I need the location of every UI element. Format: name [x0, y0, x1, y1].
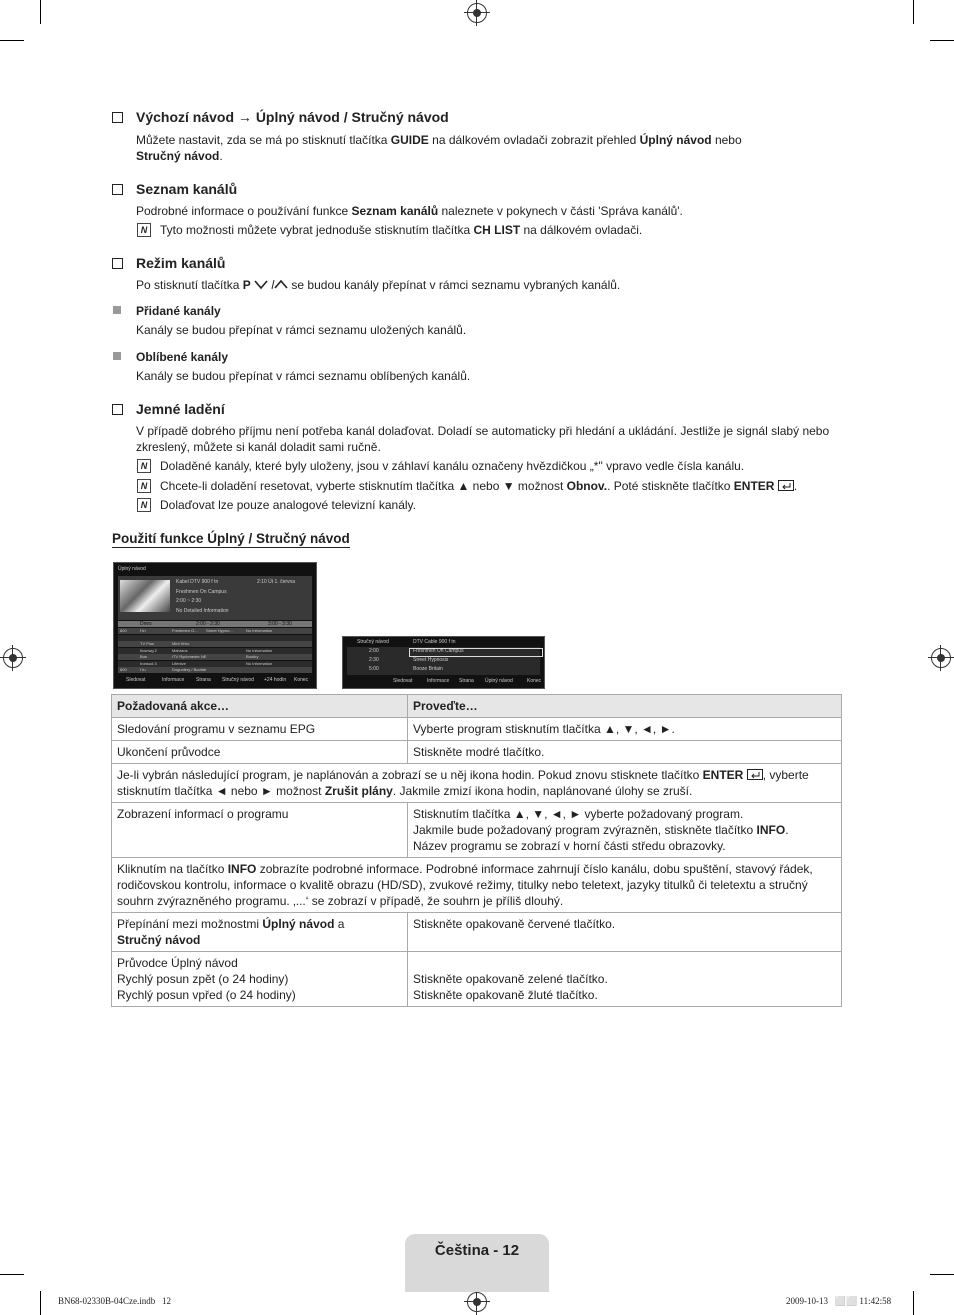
title-part: Úplný návod / Stručný návod: [255, 109, 449, 125]
bullet-square-icon: [113, 306, 121, 314]
tv-mini-footer-item: Informace: [427, 678, 450, 684]
table-row: [112, 718, 842, 741]
section-title: [136, 109, 449, 125]
table-header-cell: Proveďte…: [408, 695, 842, 718]
tv-title: Úplný návod: [118, 566, 146, 572]
tv-grid-cell: Freshmen O...: [172, 628, 198, 633]
section-title: Jemné ladění: [136, 401, 225, 417]
tv-grid-cell: TV Plus: [140, 641, 155, 646]
tv-grid-header-cell: 2:00 - 2:30: [196, 621, 220, 627]
note-icon: N: [137, 459, 151, 473]
tv-grid-cell: 800: [120, 667, 127, 672]
table-cell: Sledování programu v seznamu EPG: [112, 718, 408, 741]
tv-mini-footer-item: Strana: [459, 678, 474, 684]
tv-mini-title: Stručný návod: [357, 639, 389, 645]
bullet-square-icon: [113, 352, 121, 360]
tv-info: No Detailed Information: [176, 608, 229, 614]
registration-mark-icon: [931, 648, 951, 668]
tv-program: Freshmen On Campus: [176, 589, 227, 595]
table-cell: Stisknutím tlačítka ▲, ▼, ◄, ► vyberte požadovaný program. Jakmile bude požadovaný program zvýrazněn, stiskněte tlačítko INFO. Název programu se zobrazí v horní části středu obrazovky.: [408, 803, 842, 858]
tv-grid-cell: No Information: [246, 660, 273, 666]
mini-guide-screenshot: [342, 636, 545, 689]
crop-mark: [0, 40, 24, 41]
tv-grid-cell: Bus: [140, 654, 147, 659]
registration-mark-icon: [3, 648, 23, 668]
channel-arrows-icon: [254, 279, 288, 290]
section-checkbox-icon: [112, 112, 123, 123]
note-text: Chcete-li doladění resetovat, vyberte stisknutím tlačítka ▲ nebo ▼ možnost Obnov.. Poté stiskněte tlačítko ENTER .: [160, 479, 798, 493]
tv-grid-cell: Dogunlery / Boofatr: [172, 667, 207, 672]
tv-mini-footer-item: Konec: [527, 678, 542, 684]
file-info: BN68-02330B-04Cze.indb 12: [58, 1296, 171, 1306]
tv-footer-item: Konec: [294, 677, 309, 683]
table-cell: Stiskněte opakovaně zelené tlačítko. Stiskněte opakovaně žluté tlačítko.: [408, 952, 842, 1007]
enter-icon: [747, 769, 763, 780]
tv-time: 2:10 Út 1. června: [257, 579, 296, 585]
crop-mark: [913, 0, 914, 24]
note-icon: N: [137, 223, 151, 237]
tv-channel: Kabel DTV 900 f tn: [176, 579, 219, 585]
arrow-icon: →: [237, 109, 252, 125]
section-text: Po stisknutí tlačítka P se budou kanály přepínat v rámci seznamu vybraných kanálů.: [136, 278, 621, 292]
print-date: 2009-10-13 ⬜⬜ 11:42:58: [786, 1296, 892, 1306]
enter-icon: [778, 480, 794, 491]
section-text: V případě dobrého příjmu není potřeba kanál dolaďovat. Doladí se automaticky při hledání a ukládání. Jestliže je signál slabý nebo zkreslený, můžete si kanál doladit sami ručně.: [136, 424, 830, 454]
registration-mark-icon: [467, 3, 487, 23]
crop-mark: [930, 40, 954, 41]
tv-mini-program: Street Hypnosis: [413, 657, 449, 663]
tv-grid-cell: Ilconwg 2: [140, 647, 157, 653]
tv-mini-program: Freshmen On Campus: [413, 648, 464, 654]
tv-footer-item: Sledovat: [126, 677, 146, 683]
section-text: Podrobné informace o používání funkce Seznam kanálů naleznete v pokynech v části 'Správa kanálů'.: [136, 204, 683, 218]
table-span-cell: Je-li vybrán následující program, je naplánován a zobrazí se u něj ikona hodin. Pokud znovu stisknete tlačítko ENTER , vyberte stisknutím tlačítka ◄ nebo ► možnost Zrušit plány. Jakmile zmizí ikona hodin, naplánované úlohy se zruší.: [112, 764, 842, 803]
tv-grid-cell: Lifenive: [172, 660, 186, 666]
full-guide-screenshot: [113, 562, 317, 689]
table-row: [112, 952, 842, 1007]
tv-grid-cell: Bootlry: [246, 654, 259, 659]
note-text: Doladěné kanály, které byly uloženy, jsou v záhlaví kanálu označeny hvězdičkou „*" vpravo vedle čísla kanálu.: [160, 459, 745, 473]
subsection-title: Přidané kanály: [136, 304, 221, 318]
tv-range: 2:00 ~ 2:30: [176, 598, 202, 604]
tv-grid-cell: Ironsud 3: [140, 660, 157, 666]
tv-grid-header-cell: 3:00 - 3:30: [268, 621, 292, 627]
tv-grid-cell: Street Hypno...: [206, 628, 233, 633]
note-icon: N: [137, 479, 151, 493]
tv-footer-item: +24 hodin: [264, 677, 287, 683]
subsection-text: Kanály se budou přepínat v rámci seznamu oblíbených kanálů.: [136, 369, 471, 383]
tv-grid-cell: f tu: [140, 667, 146, 672]
tv-mini-time: 5:00: [369, 666, 379, 672]
table-span-cell: Kliknutím na tlačítko INFO zobrazíte podrobné informace. Podrobné informace zahrnují číslo kanálu, dobu spuštění, stavový řádek, rodičovskou kontrolu, informace o kvalitě obrazu (HD/SD), zvukové režimy, titulky nebo teletext, jazyky titulků či teletextu a stručný souhrn zvýrazněného programu. ‚...‘ se zobrazí v případě, že souhrn je příliš dlouhý.: [112, 858, 842, 913]
action-table: [111, 694, 842, 1007]
tv-preview-image: [120, 580, 170, 612]
tv-mini-time: 2:00: [369, 648, 379, 654]
table-row: [112, 803, 842, 858]
crop-mark: [0, 1274, 24, 1275]
tv-grid-cell: f tn: [140, 628, 146, 633]
section-text: Můžete nastavit, zda se má po stisknutí tlačítka GUIDE na dálkovém ovladači zobrazit přehled Úplný návod nebo Stručný návod.: [136, 133, 742, 163]
note-icon: N: [137, 498, 151, 512]
table-cell: Průvodce Úplný návod Rychlý posun zpět (o 24 hodiny) Rychlý posun vpřed (o 24 hodiny): [112, 952, 408, 1007]
tv-mini-footer-item: Úplný návod: [485, 678, 513, 684]
note-text: Tyto možnosti můžete vybrat jednoduše stisknutím tlačítka CH LIST na dálkovém ovladači.: [160, 223, 643, 237]
table-row: [112, 764, 842, 803]
tv-grid-row: [118, 667, 312, 673]
crop-mark: [40, 1291, 41, 1315]
tv-footer: [118, 675, 312, 685]
tv-grid-cell: 800: [120, 628, 127, 633]
note-text: Dolaďovat lze pouze analogové televizní kanály.: [160, 498, 416, 512]
tv-grid-row: [118, 635, 312, 641]
table-header-row: [112, 695, 842, 718]
subsection-title: Oblíbené kanály: [136, 350, 229, 364]
tv-grid-row: [118, 654, 312, 660]
table-cell: Stiskněte modré tlačítko.: [408, 741, 842, 764]
tv-mini-footer-item: Sledovat: [393, 678, 413, 684]
table-row: [112, 913, 842, 952]
tv-grid-header-cell: Dnes: [140, 621, 152, 627]
table-row: [112, 741, 842, 764]
tv-grid-cell: ITV Rychmeder NE: [172, 654, 207, 659]
section-checkbox-icon: [112, 404, 123, 415]
tv-mini-channel: DTV Cable 900 f tn: [413, 639, 456, 645]
tv-footer-item: Strana: [196, 677, 211, 683]
usage-heading: Použití funkce Úplný / Stručný návod: [112, 531, 350, 546]
table-cell: Vyberte program stisknutím tlačítka ▲, ▼, ◄, ►.: [408, 718, 842, 741]
table-cell: Zobrazení informací o programu: [112, 803, 408, 858]
table-row: [112, 858, 842, 913]
crop-mark: [40, 0, 41, 24]
table-cell: Stiskněte opakovaně červené tlačítko.: [408, 913, 842, 952]
tv-footer-item: Stručný návod: [222, 677, 254, 683]
tv-mini-time: 2:30: [369, 657, 379, 663]
crop-mark: [930, 1274, 954, 1275]
title-part: Výchozí návod: [136, 109, 235, 125]
subsection-text: Kanály se budou přepínat v rámci seznamu uložených kanálů.: [136, 323, 467, 337]
table-cell: Přepínání mezi možnostmi Úplný návod a Stručný návod: [112, 913, 408, 952]
tv-grid-cell: Mint Hrho: [172, 641, 190, 646]
crop-mark: [913, 1291, 914, 1315]
tv-grid-cell: No Information: [246, 647, 273, 653]
tv-grid-cell: No Information: [246, 628, 273, 633]
tv-grid-cell: Mahraos: [172, 647, 188, 653]
section-checkbox-icon: [112, 184, 123, 195]
section-title: Režim kanálů: [136, 255, 226, 271]
section-checkbox-icon: [112, 258, 123, 269]
page-number: Čeština - 12: [434, 1242, 520, 1259]
registration-mark-icon: [467, 1292, 487, 1312]
section-title: Seznam kanálů: [136, 181, 238, 197]
table-header-cell: Požadovaná akce…: [112, 695, 408, 718]
tv-footer-item: Informace: [162, 677, 185, 683]
tv-mini-program: Booze Britain: [413, 666, 443, 672]
table-cell: Ukončení průvodce: [112, 741, 408, 764]
